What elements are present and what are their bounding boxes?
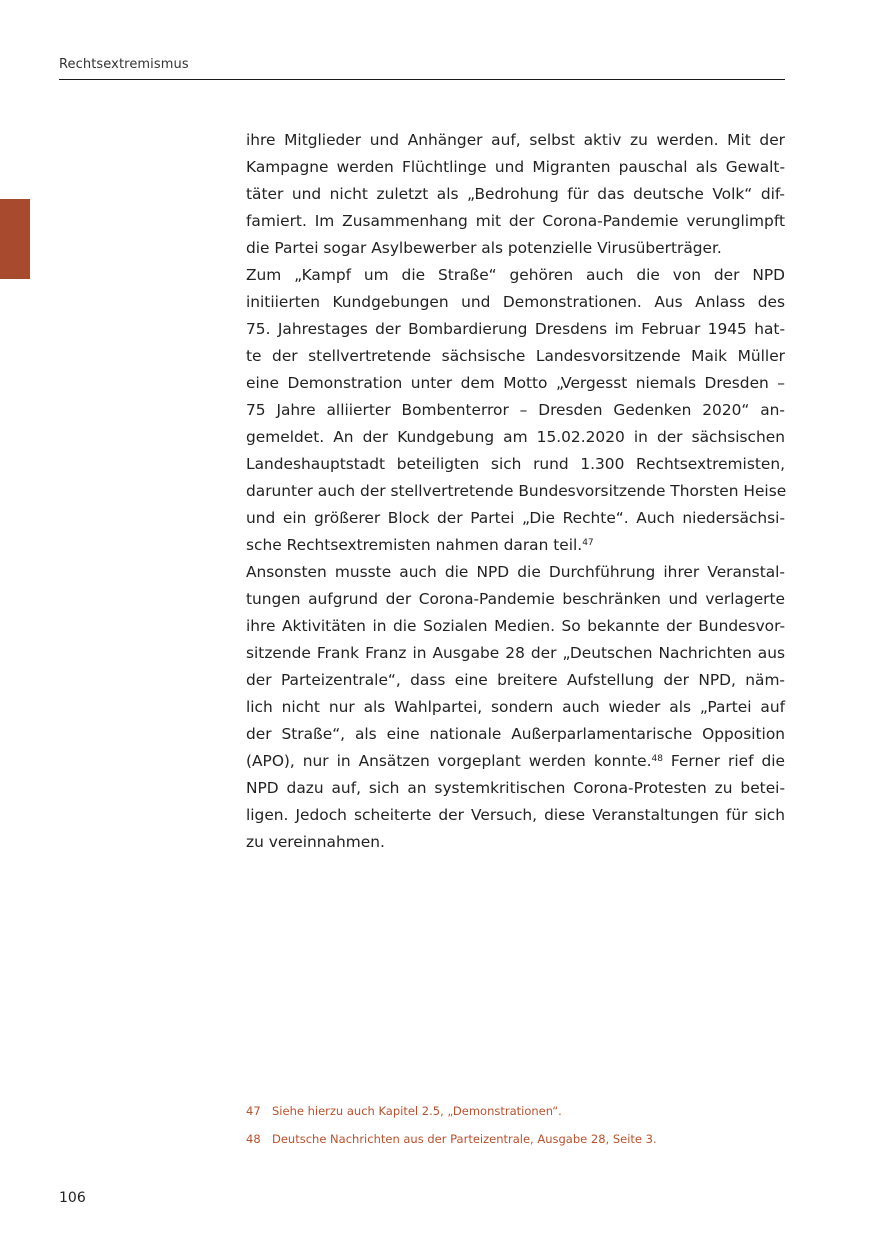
text-line: lich nicht nur als Wahlpartei, sondern auch wieder als „Partei auf [246, 698, 785, 716]
text-line: ligen. Jedoch scheiterte der Versuch, diese Veranstaltungen für sich [246, 806, 785, 824]
text-line: ihre Aktivitäten in die Sozialen Medien. So bekannte der Bundesvor- [246, 617, 785, 635]
text-line [246, 532, 785, 559]
footnote-47 [246, 1103, 786, 1119]
footnote-text: Deutsche Nachrichten aus der Parteizentrale, Ausgabe 28, Seite 3. [272, 1132, 657, 1146]
footnote-text: Siehe hierzu auch Kapitel 2.5, „Demonstrationen“. [272, 1104, 562, 1118]
text-line: famiert. Im Zusammenhang mit der Corona-Pandemie verunglimpft [246, 212, 785, 230]
text-line: NPD dazu auf, sich an systemkritischen Corona-Protesten zu betei- [246, 779, 785, 797]
text-line: der Straße“, als eine nationale Außerparlamentarische Opposition [246, 725, 785, 743]
running-title: Rechtsextremismus [59, 57, 189, 72]
text-line: und ein größerer Block der Partei „Die Rechte“. Auch niedersächsi- [246, 509, 785, 527]
footnote-reference-47[interactable]: 47 [582, 538, 594, 548]
text-line: ihre Mitglieder und Anhänger auf, selbst aktiv zu werden. Mit der [246, 131, 785, 149]
text-line: Kampagne werden Flüchtlinge und Migranten pauschal als Gewalt- [246, 158, 785, 176]
body-text [246, 127, 785, 856]
text-line: der Parteizentrale“, dass eine breitere Aufstellung der NPD, näm- [246, 671, 785, 689]
text-fragment: (APO), nur in Ansätzen vorgeplant werden konnte. [246, 752, 652, 770]
text-line: zu vereinnahmen. [246, 833, 385, 851]
footnote-reference-48[interactable]: 48 [651, 754, 663, 764]
text-line: 75 Jahre alliierter Bombenterror – Dresden Gedenken 2020“ an- [246, 401, 785, 419]
text-line: Landeshauptstadt beteiligten sich rund 1.300 Rechtsextremisten, [246, 455, 785, 473]
text-line: Ansonsten musste auch die NPD die Durchführung ihrer Veranstal- [246, 563, 785, 581]
text-line: te der stellvertretende sächsische Landesvorsitzende Maik Müller [246, 347, 785, 365]
text-line [246, 748, 785, 775]
paragraph-1 [246, 127, 785, 262]
chapter-marker-tab [0, 199, 30, 279]
text-fragment: Ferner rief die [662, 752, 785, 770]
text-line: gemeldet. An der Kundgebung am 15.02.2020 in der sächsischen [246, 428, 785, 446]
text-line: täter und nicht zuletzt als „Bedrohung für das deutsche Volk“ dif- [246, 185, 785, 203]
text-line: 75. Jahrestages der Bombardierung Dresdens im Februar 1945 hat- [246, 320, 785, 338]
paragraph-2 [246, 262, 785, 559]
footnote-number: 47 [246, 1104, 261, 1118]
text-line: initiierten Kundgebungen und Demonstrationen. Aus Anlass des [246, 293, 785, 311]
text-fragment: sche Rechtsextremisten nahmen daran teil. [246, 536, 583, 554]
footnote-number: 48 [246, 1132, 261, 1146]
footnotes [246, 1103, 786, 1159]
text-line: sitzende Frank Franz in Ausgabe 28 der „Deutschen Nachrichten aus [246, 644, 785, 662]
header-rule [59, 79, 785, 80]
paragraph-3 [246, 559, 785, 856]
text-line: darunter auch der stellvertretende Bundesvorsitzende Thorsten Heise [246, 482, 787, 500]
text-line: eine Demonstration unter dem Motto „Vergesst niemals Dresden – [246, 374, 785, 392]
text-line: Zum „Kampf um die Straße“ gehören auch die von der NPD [246, 266, 785, 284]
footnote-48 [246, 1131, 786, 1147]
page-number: 106 [59, 1190, 86, 1206]
text-line: tungen aufgrund der Corona-Pandemie beschränken und verlagerte [246, 590, 785, 608]
text-line: die Partei sogar Asylbewerber als potenzielle Virusüberträger. [246, 239, 722, 257]
